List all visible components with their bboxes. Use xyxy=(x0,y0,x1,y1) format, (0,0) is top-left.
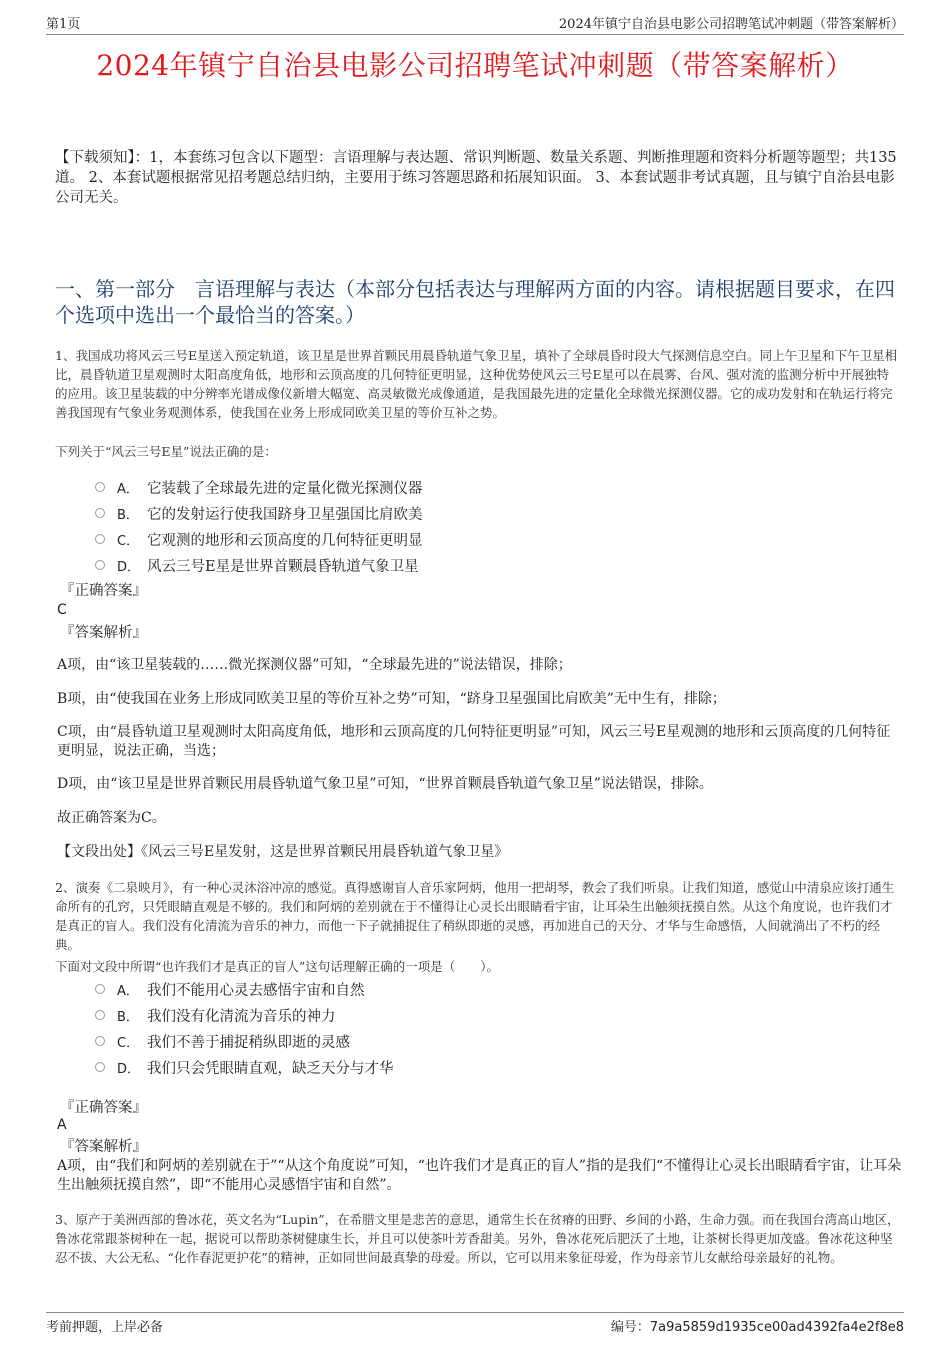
option-text: 它的发射运行使我国跻身卫星强国比肩欧美 xyxy=(147,506,423,523)
q1-source: 【文段出处】《风云三号E星发射，这是世界首颗民用晨昏轨道气象卫星》 xyxy=(57,844,509,860)
option-text: 风云三号E星是世界首颗晨昏轨道气象卫星 xyxy=(147,558,419,575)
q1-passage: 1、我国成功将风云三号E星送入预定轨道，该卫星是世界首颗民用晨昏轨道气象卫星，填补了全球晨昏时段大气探测信息空白。同上午卫星和下午卫星相比，晨昏轨道卫星观测时太阳高度角低，地形和云顶高度的几何特征更明显，这种优势使风云三号E星可以在晨雾、台风、强对流的监测分析中开展独特的应用。该卫星装载的中分辨率光谱成像仪新增大幅宽、高灵敏微光成像通道，是我国最先进的定量化全球微光探测仪器。它的成功发射和在轨运行将完善我国现有气象业务观测体系，使我国在业务上形成同欧美卫星的等价互补之势。 xyxy=(55,348,898,420)
q3-passage: 3、原产于美洲西部的鲁冰花，英文名为“Lupin”，在希腊文里是悲苦的意思，通常生长在贫瘠的田野、乡间的小路，生命力强。而在我国台湾高山地区，鲁冰花常跟茶树种在一起，据说可以帮助茶树健康生长，并且可以使茶叶芳香甜美。另外，鲁冰花死后肥沃了土地，让茶树长得更加茂盛。鲁冰花这种坚忍不拔、大公无私、“化作春泥更护花”的精神，正如同世间最真挚的母爱。所以，它可以用来象征母爱，作为母亲节儿女献给母亲最好的礼物。 xyxy=(55,1212,900,1265)
q2-option-a[interactable] xyxy=(95,976,855,1002)
q1-explanation-c: C项，由“晨昏轨道卫星观测时太阳高度角低，地形和云顶高度的几何特征更明显”可知，风云三号E星观测的地形和云顶高度的几何特征更明显，说法正确，当选； xyxy=(57,724,891,759)
header-doc-title: 2024年镇宁自治县电影公司招聘笔试冲刺题（带答案解析） xyxy=(558,17,904,32)
q1-options xyxy=(95,474,855,578)
q2-option-c[interactable] xyxy=(95,1028,855,1054)
q1-explanation-a: A项，由“该卫星装载的……微光探测仪器”可知，“全球最先进的”说法错误，排除； xyxy=(57,657,572,673)
radio-icon[interactable] xyxy=(95,1036,105,1046)
radio-icon[interactable] xyxy=(95,482,105,492)
q2-correct-answer-label: 『正确答案』 xyxy=(60,1100,147,1116)
option-letter: B． xyxy=(117,1009,139,1025)
q1-correct-answer-label: 『正确答案』 xyxy=(60,583,147,599)
section-heading: 一、第一部分 言语理解与表达（本部分包括表达与理解两方面的内容。请根据题目要求，在四个选项中选出一个最恰当的答案。） xyxy=(55,277,895,327)
option-text: 我们只会凭眼睛直观，缺乏天分与才华 xyxy=(147,1060,394,1077)
option-text: 它观测的地形和云顶高度的几何特征更明显 xyxy=(147,532,423,549)
q1-conclusion: 故正确答案为C。 xyxy=(57,810,166,826)
q2-options xyxy=(95,976,855,1080)
page-footer xyxy=(46,1312,904,1335)
q1-question: 下列关于“风云三号E星”说法正确的是： xyxy=(55,444,277,459)
option-text: 我们不善于捕捉稍纵即逝的灵感 xyxy=(147,1034,350,1051)
q2-analysis-label: 『答案解析』 xyxy=(60,1139,147,1155)
option-letter: C． xyxy=(117,533,140,549)
radio-icon[interactable] xyxy=(95,1062,105,1072)
radio-icon[interactable] xyxy=(95,560,105,570)
q1-explanation-b: B项，由“使我国在业务上形成同欧美卫星的等价互补之势”可知，“跻身卫星强国比肩欧美”无中生有，排除； xyxy=(57,691,726,707)
q2-answer: A xyxy=(57,1117,67,1133)
option-letter: B． xyxy=(117,507,139,523)
q2-option-d[interactable] xyxy=(95,1054,855,1080)
footer-id xyxy=(611,1316,904,1335)
document-title: 2024年镇宁自治县电影公司招聘笔试冲刺题（带答案解析） xyxy=(96,49,854,82)
q1-answer: C xyxy=(57,602,67,618)
q2-question: 下面对文段中所谓“也许我们才是真正的盲人”这句话理解正确的一项是（ ）。 xyxy=(55,959,500,974)
option-text: 我们没有化清流为音乐的神力 xyxy=(147,1008,336,1025)
radio-icon[interactable] xyxy=(95,534,105,544)
page-number: 第1页 xyxy=(46,17,81,32)
footer-id-label: 编号： xyxy=(610,1320,650,1335)
page-header xyxy=(46,12,904,35)
footer-slogan: 考前押题，上岸必备 xyxy=(46,1320,164,1335)
q1-option-a[interactable] xyxy=(95,474,855,500)
option-letter: A． xyxy=(117,481,139,497)
option-text: 它装载了全球最先进的定量化微光探测仪器 xyxy=(147,480,423,497)
option-letter: D． xyxy=(117,559,141,575)
option-letter: A． xyxy=(117,983,139,999)
q2-option-b[interactable] xyxy=(95,1002,855,1028)
option-letter: D． xyxy=(117,1061,141,1077)
footer-id-code: 7a9a5859d1935ce00ad4392fa4e2f8e8 xyxy=(649,1320,904,1335)
q2-passage: 2、演奏《二泉映月》，有一种心灵沐浴冲凉的感觉。真得感谢盲人音乐家阿炳，他用一把胡琴，教会了我们听泉。让我们知道，感觉山中清泉应该打通生命所有的孔窍，只凭眼睛直观是不够的。我们和阿炳的差别就在于不懂得让心灵长出眼睛看宇宙，让耳朵生出触须抚摸自然。从这个角度说，也许我们才是真正的盲人。我们没有化清流为音乐的神力，而他一下子就捕捉住了稍纵即逝的灵感，再加进自己的天分、才华与生命感悟，人间就淌出了不朽的经典。 xyxy=(55,880,895,952)
q1-analysis-label: 『答案解析』 xyxy=(60,625,147,641)
q2-explanation: A项，由“我们和阿炳的差别就在于”“从这个角度说”可知，“也许我们才是真正的盲人”指的是我们“不懂得让心灵长出眼睛看宇宙，让耳朵生出触须抚摸自然”，即“不能用心灵感悟宇宙和自然”。 xyxy=(57,1158,902,1193)
option-letter: C． xyxy=(117,1035,140,1051)
option-text: 我们不能用心灵去感悟宇宙和自然 xyxy=(147,982,365,999)
q1-explanation-d: D项，由“该卫星是世界首颗民用晨昏轨道气象卫星”可知，“世界首颗晨昏轨道气象卫星”说法错误，排除。 xyxy=(57,776,713,792)
radio-icon[interactable] xyxy=(95,508,105,518)
radio-icon[interactable] xyxy=(95,1010,105,1020)
download-notice: 【下载须知】：1，本套练习包含以下题型：言语理解与表达题、常识判断题、数量关系题、判断推理题和资料分析题等题型；共135道。 2、本套试题根据常见招考题总结归纳，主要用于练习答题思路和拓展知识面。 3、本套试题非考试真题，且与镇宁自治县电影公司无关。 xyxy=(55,150,897,206)
radio-icon[interactable] xyxy=(95,984,105,994)
q1-option-c[interactable] xyxy=(95,526,855,552)
q1-option-d[interactable] xyxy=(95,552,855,578)
q1-option-b[interactable] xyxy=(95,500,855,526)
